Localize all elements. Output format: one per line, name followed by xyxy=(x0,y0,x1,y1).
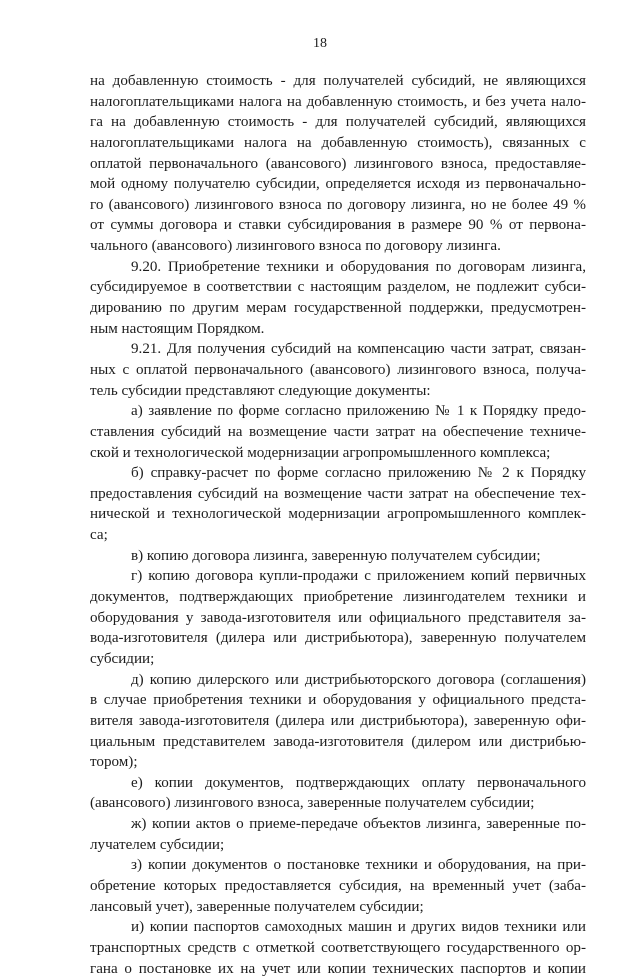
text-line: налогоплательщиками налога на добавленную стоимость), связанных с xyxy=(90,134,586,151)
text-line: транспортных средств с отметкой соответствующего государственного ор- xyxy=(90,939,586,956)
text-line: га на добавленную стоимость - для получателей субсидий, являющихся xyxy=(90,114,586,131)
text-line: циальным представителем завода-изготовителя (дилером или дистрибью- xyxy=(90,733,586,750)
text-line: субсидируемое в соответствии с настоящим разделом, не подлежит субси- xyxy=(90,279,586,296)
text-line: субсидии; xyxy=(90,650,155,667)
text-line: ных с оплатой первоначального (авансового) лизингового взноса, получа- xyxy=(90,361,586,378)
text-line: чального (авансового) лизингового взноса по договору лизинга. xyxy=(90,238,501,255)
text-line: е) копии документов, подтверждающих оплату первоначального xyxy=(131,774,586,791)
text-line: а) заявление по форме согласно приложению № 1 к Порядку предо- xyxy=(131,403,586,420)
text-line: в случае приобретения техники и оборудования у официального предста- xyxy=(90,692,586,709)
text-line: лучателем субсидии; xyxy=(90,836,225,853)
text-line: ставления субсидий на возмещение части затрат на обеспечение техниче- xyxy=(90,423,586,440)
text-line: оборудования у завода-изготовителя или официального представителя за- xyxy=(90,609,586,626)
text-line: г) копию договора купли-продажи с приложением копий первичных xyxy=(131,568,586,585)
text-line: са; xyxy=(90,527,108,544)
text-line: тором); xyxy=(90,754,138,771)
text-line: ж) копии актов о приеме-передаче объектов лизинга, заверенные по- xyxy=(131,816,586,833)
text-line: вода-изготовителя (дилера или дистрибьютора), заверенную получателем xyxy=(90,630,586,647)
text-line: документов, подтверждающих приобретение лизингодателем техники и xyxy=(90,589,586,606)
text-line: нической и технологической модернизации агропромышленного комплек- xyxy=(90,506,586,523)
text-line: предоставления субсидий на возмещение части затрат на обеспечение тех- xyxy=(90,485,586,502)
text-line: 9.20. Приобретение техники и оборудования по договорам лизинга, xyxy=(131,258,586,275)
text-line: 9.21. Для получения субсидий на компенсацию части затрат, связан- xyxy=(131,341,586,358)
text-line: мой одному получателю субсидии, определяется исходя из первоначально- xyxy=(90,176,586,193)
text-line: д) копию дилерского или дистрибьюторского договора (соглашения) xyxy=(131,671,586,688)
text-line: тель субсидии представляют следующие документы: xyxy=(90,382,431,399)
text-line: обретение которых предоставляется субсидия, на временный учет (заба- xyxy=(90,877,586,894)
text-line: (авансового) лизингового взноса, заверенные получателем субсидии; xyxy=(90,795,535,812)
text-line: вителя завода-изготовителя (дилера или дистрибьютора), заверенную офи- xyxy=(90,712,586,729)
page-number: 18 xyxy=(313,36,327,51)
text-line: з) копии документов о постановке техники и оборудования, на при- xyxy=(131,857,586,874)
text-line: налогоплательщиками налога на добавленную стоимость, и без учета нало- xyxy=(90,93,586,110)
text-line: го (авансового) лизингового взноса по договору лизинга, но не более 49 % xyxy=(90,196,586,213)
text-line: лансовый учет), заверенные получателем субсидии; xyxy=(90,898,424,915)
text-line: б) справку-расчет по форме согласно приложению № 2 к Порядку xyxy=(131,465,586,482)
body-text xyxy=(90,71,586,979)
text-line: гана о постановке их на учет или копии технических паспортов и копии xyxy=(90,960,586,977)
text-line: оплатой первоначального (авансового) лизингового взноса, предоставляе- xyxy=(90,155,586,172)
text-line: ской и технологической модернизации агропромышленного комплекса; xyxy=(90,444,551,461)
text-line: и) копии паспортов самоходных машин и других видов техники или xyxy=(131,919,586,936)
text-line: в) копию договора лизинга, заверенную получателем субсидии; xyxy=(131,547,541,564)
text-line: дированию по другим мерам государственной поддержки, предусмотрен- xyxy=(90,300,586,317)
text-line: на добавленную стоимость - для получателей субсидий, не являющихся xyxy=(90,73,586,89)
text-line: ным настоящим Порядком. xyxy=(90,320,265,337)
text-line: от суммы договора и ставки субсидирования в размере 90 % от первона- xyxy=(90,217,586,234)
